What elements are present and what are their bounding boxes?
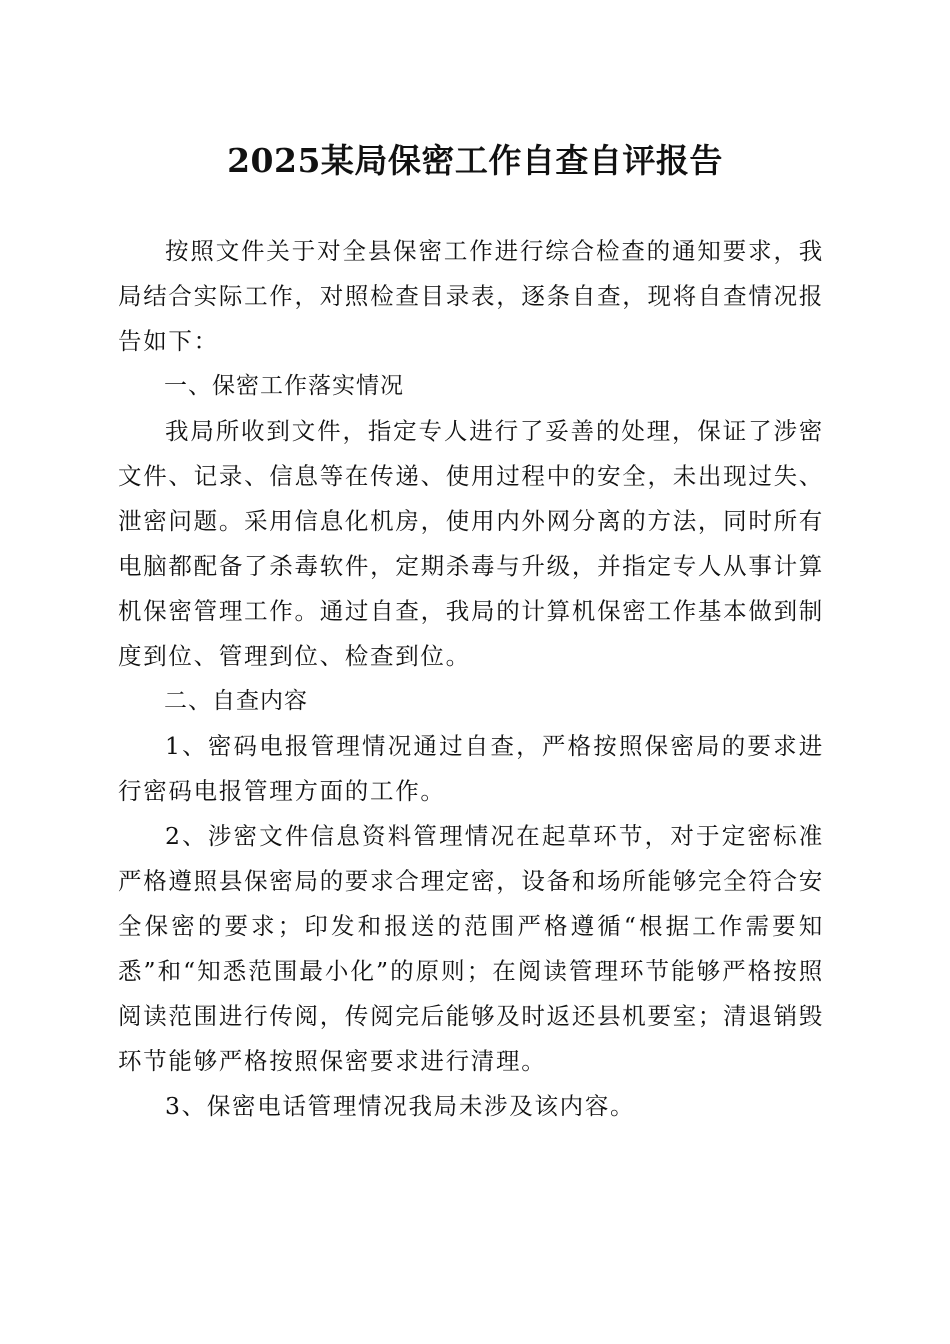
section-1-paragraph: 我局所收到文件，指定专人进行了妥善的处理，保证了涉密文件、记录、信息等在传递、使用过程中的安全，未出现过失、泄密问题。采用信息化机房，使用内外网分离的方法，同时所有电脑都配备了杀毒软件，定期杀毒与升级，并指定专人从事计算机保密管理工作。通过自查，我局的计算机保密工作基本做到制度到位、管理到位、检查到位。 [118,417,824,670]
document-title: 2025某局保密工作自查自评报告 [227,141,723,180]
section-2-item-1: 1、密码电报管理情况通过自查，严格按照保密局的要求进行密码电报管理方面的工作。 [118,732,824,805]
document-body [118,229,824,1129]
section-2-heading: 二、自查内容 [164,688,308,714]
section-1-heading: 一、保密工作落实情况 [164,373,404,399]
section-2-item-2: 2、涉密文件信息资料管理情况在起草环节，对于定密标准严格遵照县保密局的要求合理定密，设备和场所能够完全符合安全保密的要求；印发和报送的范围严格遵循“根据工作需要知悉”和“知悉范围最小化”的原则；在阅读管理环节能够严格按照阅读范围进行传阅，传阅完后能够及时返还县机要室；清退销毁环节能够严格按照保密要求进行清理。 [118,822,824,1075]
intro-paragraph: 按照文件关于对全县保密工作进行综合检查的通知要求，我局结合实际工作，对照检查目录表，逐条自查，现将自查情况报告如下： [118,237,824,355]
section-2-item-3: 3、保密电话管理情况我局未涉及该内容。 [165,1092,636,1120]
